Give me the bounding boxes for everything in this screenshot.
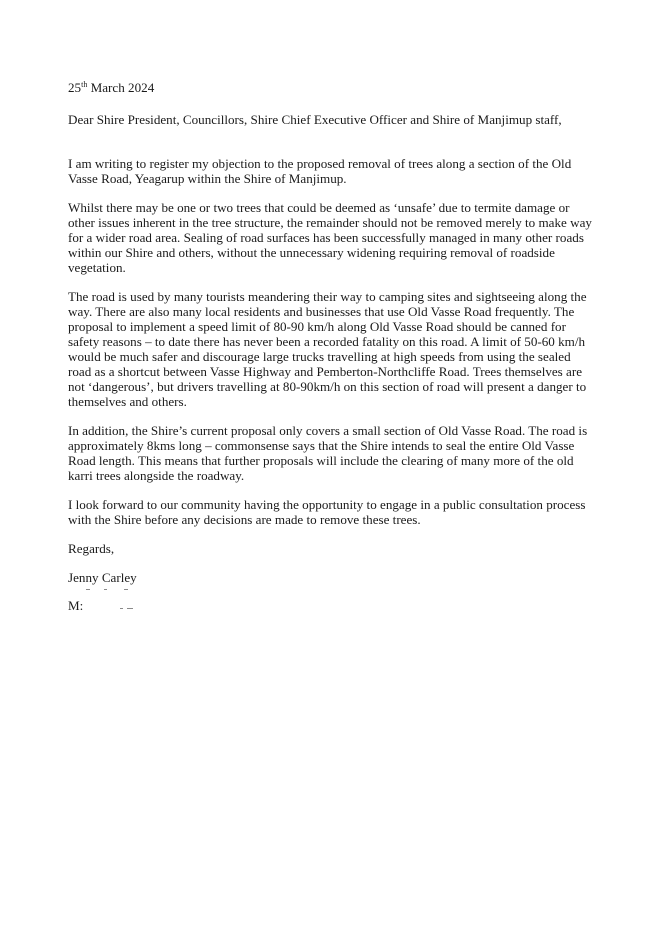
paragraph-5-line: with the Shire before any decisions are made to remove these trees. [68, 512, 421, 527]
redaction-mark [124, 589, 128, 590]
paragraph-2-line: vegetation. [68, 260, 126, 275]
redaction-mark [127, 608, 133, 609]
date-month-year: March 2024 [87, 80, 155, 95]
paragraph-3-line: would be much safer and discourage large trucks travelling at high speeds from using the sealed [68, 349, 571, 364]
paragraph-3-line: way. There are also many local residents and businesses that use Old Vasse Road frequently. The [68, 304, 575, 319]
paragraph-3-line: themselves and others. [68, 394, 187, 409]
redaction-mark [86, 589, 90, 590]
paragraph-3-line: The road is used by many tourists meandering their way to camping sites and sightseeing along the [68, 289, 587, 304]
closing: Regards, [68, 541, 115, 556]
mobile-label: M: [68, 598, 84, 613]
paragraph-4-line: Road length. This means that further proposals will include the clearing of many more of the old [68, 453, 574, 468]
redaction-mark [120, 608, 123, 609]
paragraph-2-line: within our Shire and others, without the unnecessary widening requiring removal of roadside [68, 245, 555, 260]
paragraph-3-line: safety reasons – to date there has never been a recorded fatality on this road. A limit of 50-60 km/h [68, 334, 586, 349]
salutation: Dear Shire President, Councillors, Shire Chief Executive Officer and Shire of Manjimup staff, [68, 112, 562, 127]
redaction-mark [104, 589, 107, 590]
paragraph-4-line: In addition, the Shire’s current proposal only covers a small section of Old Vasse Road. The road is [68, 423, 588, 438]
paragraph-3-line: road as a shortcut between Vasse Highway and Pemberton-Northcliffe Road. Trees themselves are [68, 364, 583, 379]
paragraph-1-line: Vasse Road, Yeagarup within the Shire of Manjimup. [68, 171, 347, 186]
paragraph-4-line: approximately 8kms long – commonsense says that the Shire intends to seal the entire Old Vasse [68, 438, 575, 453]
paragraph-2-line: for a wider road area. Sealing of road surfaces has been successfully managed in many other roads [68, 230, 584, 245]
paragraph-1-line: I am writing to register my objection to the proposed removal of trees along a section of the Old [68, 156, 572, 171]
paragraph-2-line: Whilst there may be one or two trees that could be deemed as ‘unsafe’ due to termite damage or [68, 200, 570, 215]
date-ordinal: th [81, 80, 88, 89]
paragraph-5-line: I look forward to our community having the opportunity to engage in a public consultation process [68, 497, 586, 512]
paragraph-4-line: karri trees alongside the roadway. [68, 468, 245, 483]
date-day: 25 [68, 80, 82, 95]
letter-date [68, 80, 154, 96]
paragraph-2-line: other issues inherent in the tree structure, the remainder should not be removed merely to make way [68, 215, 592, 230]
paragraph-3-line: not ‘dangerous’, but drivers travelling at 80-90km/h on this section of road will present a danger to [68, 379, 587, 394]
paragraph-3-line: proposal to implement a speed limit of 80-90 km/h along Old Vasse Road should be canned for [68, 319, 566, 334]
signature-name: Jenny Carley [68, 570, 137, 585]
